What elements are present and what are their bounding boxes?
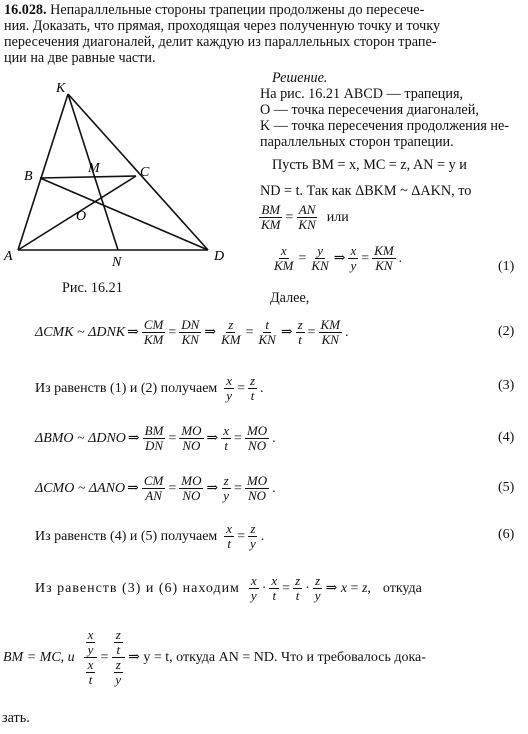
problem-text-1: Непараллельные стороны трапеции продолжены до пересече- <box>50 2 425 18</box>
equation-2: ΔCMK ~ ΔDNK ⇒ $\frac{CM}{KM}$ = $\frac{DN}{KN}$ ⇒ $\frac{z}{KM}$ = $\frac{t}{KN}$ ⇒ $\frac{z}{t}$ = $\frac{KM}{KN}$ . <box>35 317 349 347</box>
label-d: D <box>214 249 225 264</box>
equation-number-1: (1) <box>498 259 515 274</box>
equation-5: ΔCMO ~ ΔANO ⇒ $\frac{CM}{AN}$ = $\frac{MO}{NO}$ ⇒ $\frac{z}{y}$ = $\frac{MO}{NO}$ . <box>35 473 276 503</box>
whence-text: откуда <box>382 580 422 596</box>
solution-intro-3: K — точка пересечения продолжения не- <box>260 118 510 134</box>
equation-3: Из равенств (1) и (2) получаем $\frac{x}{y}$ = $\frac{z}{t}$ . <box>35 373 264 403</box>
figure-caption: Рис. 16.21 <box>62 280 123 296</box>
let-line: Пусть BM = x, MC = z, AN = y и <box>272 157 467 173</box>
final-line: BM = MC, и $\frac{\frac{x}{y}}{\frac{x}{t}}$ = $\frac{\frac{z}{t}}{\frac{z}{y}}$ ⇒ y = t, откуда AN = ND. Что и требовалось дока- <box>3 627 426 687</box>
final-pre-text: BM = MC, и <box>3 649 75 665</box>
final-end-text: зать. <box>2 710 30 726</box>
equation-4: ΔBMO ~ ΔDNO ⇒ $\frac{BM}{DN}$ = $\frac{MO}{NO}$ ⇒ $\frac{x}{t}$ = $\frac{MO}{NO}$ . <box>35 423 276 453</box>
equation-number-5: (5) <box>498 480 515 495</box>
equation-number-3: (3) <box>498 378 515 393</box>
final-post-text: ⇒ y = t, откуда AN = ND. Что и требовалось дока- <box>128 650 426 665</box>
label-m: M <box>88 161 100 176</box>
problem-line-1 <box>4 2 424 18</box>
problem-number: 16.028. <box>4 2 47 18</box>
from-1-2-text: Из равенств (1) и (2) получаем <box>35 380 218 396</box>
equation-number-2: (2) <box>498 324 515 339</box>
or-word: или <box>326 209 349 225</box>
problem-line-3: пересечения диагоналей, делит каждую из параллельных сторон трапе- <box>4 34 437 50</box>
label-n: N <box>112 255 122 266</box>
label-c: C <box>140 165 150 180</box>
solution-intro-1: На рис. 16.21 ABCD — трапеция, <box>260 86 464 102</box>
ratio-bm-an: $\frac{BM}{KM}$ = $\frac{AN}{KN}$ или <box>261 202 349 232</box>
label-b: B <box>24 169 33 184</box>
trapezoid-figure <box>0 76 250 266</box>
from-3-6-line: Из равенств (3) и (6) находим $\frac{x}{y}$ · $\frac{x}{t}$ = $\frac{z}{t}$ · $\frac{z}{y}$ ⇒ x = z, откуда <box>35 573 422 603</box>
diagonal-bd <box>40 178 208 250</box>
equation-number-6: (6) <box>498 527 515 542</box>
solution-intro-2: O — точка пересечения диагоналей, <box>260 102 479 118</box>
further-text: Далее, <box>270 290 310 306</box>
problem-line-4: ции на две равные части. <box>4 50 156 66</box>
solution-intro-4: параллельных сторон трапеции. <box>260 134 454 150</box>
equation-number-4: (4) <box>498 430 515 445</box>
solution-heading: Решение. <box>272 70 328 86</box>
from-3-6-text: Из равенств (3) и (6) находим <box>35 580 240 596</box>
equation-1: $\frac{x}{KM}$ = $\frac{y}{KN}$ ⇒ $\frac{x}{y}$ = $\frac{KM}{KN}$ . <box>274 243 403 273</box>
equation-6: Из равенств (4) и (5) получаем $\frac{x}{t}$ = $\frac{z}{y}$ . <box>35 521 265 551</box>
label-k: K <box>56 81 66 96</box>
label-o: O <box>76 209 87 224</box>
label-a: A <box>4 249 13 264</box>
problem-line-2: ния. Доказать, что прямая, проходящая через полученную точку и точку <box>4 18 441 34</box>
since-line: ND = t. Так как ΔBKM ~ ΔAKN, то <box>260 183 472 199</box>
base-bc <box>40 176 136 178</box>
from-4-5-text: Из равенств (4) и (5) получаем <box>35 528 218 544</box>
